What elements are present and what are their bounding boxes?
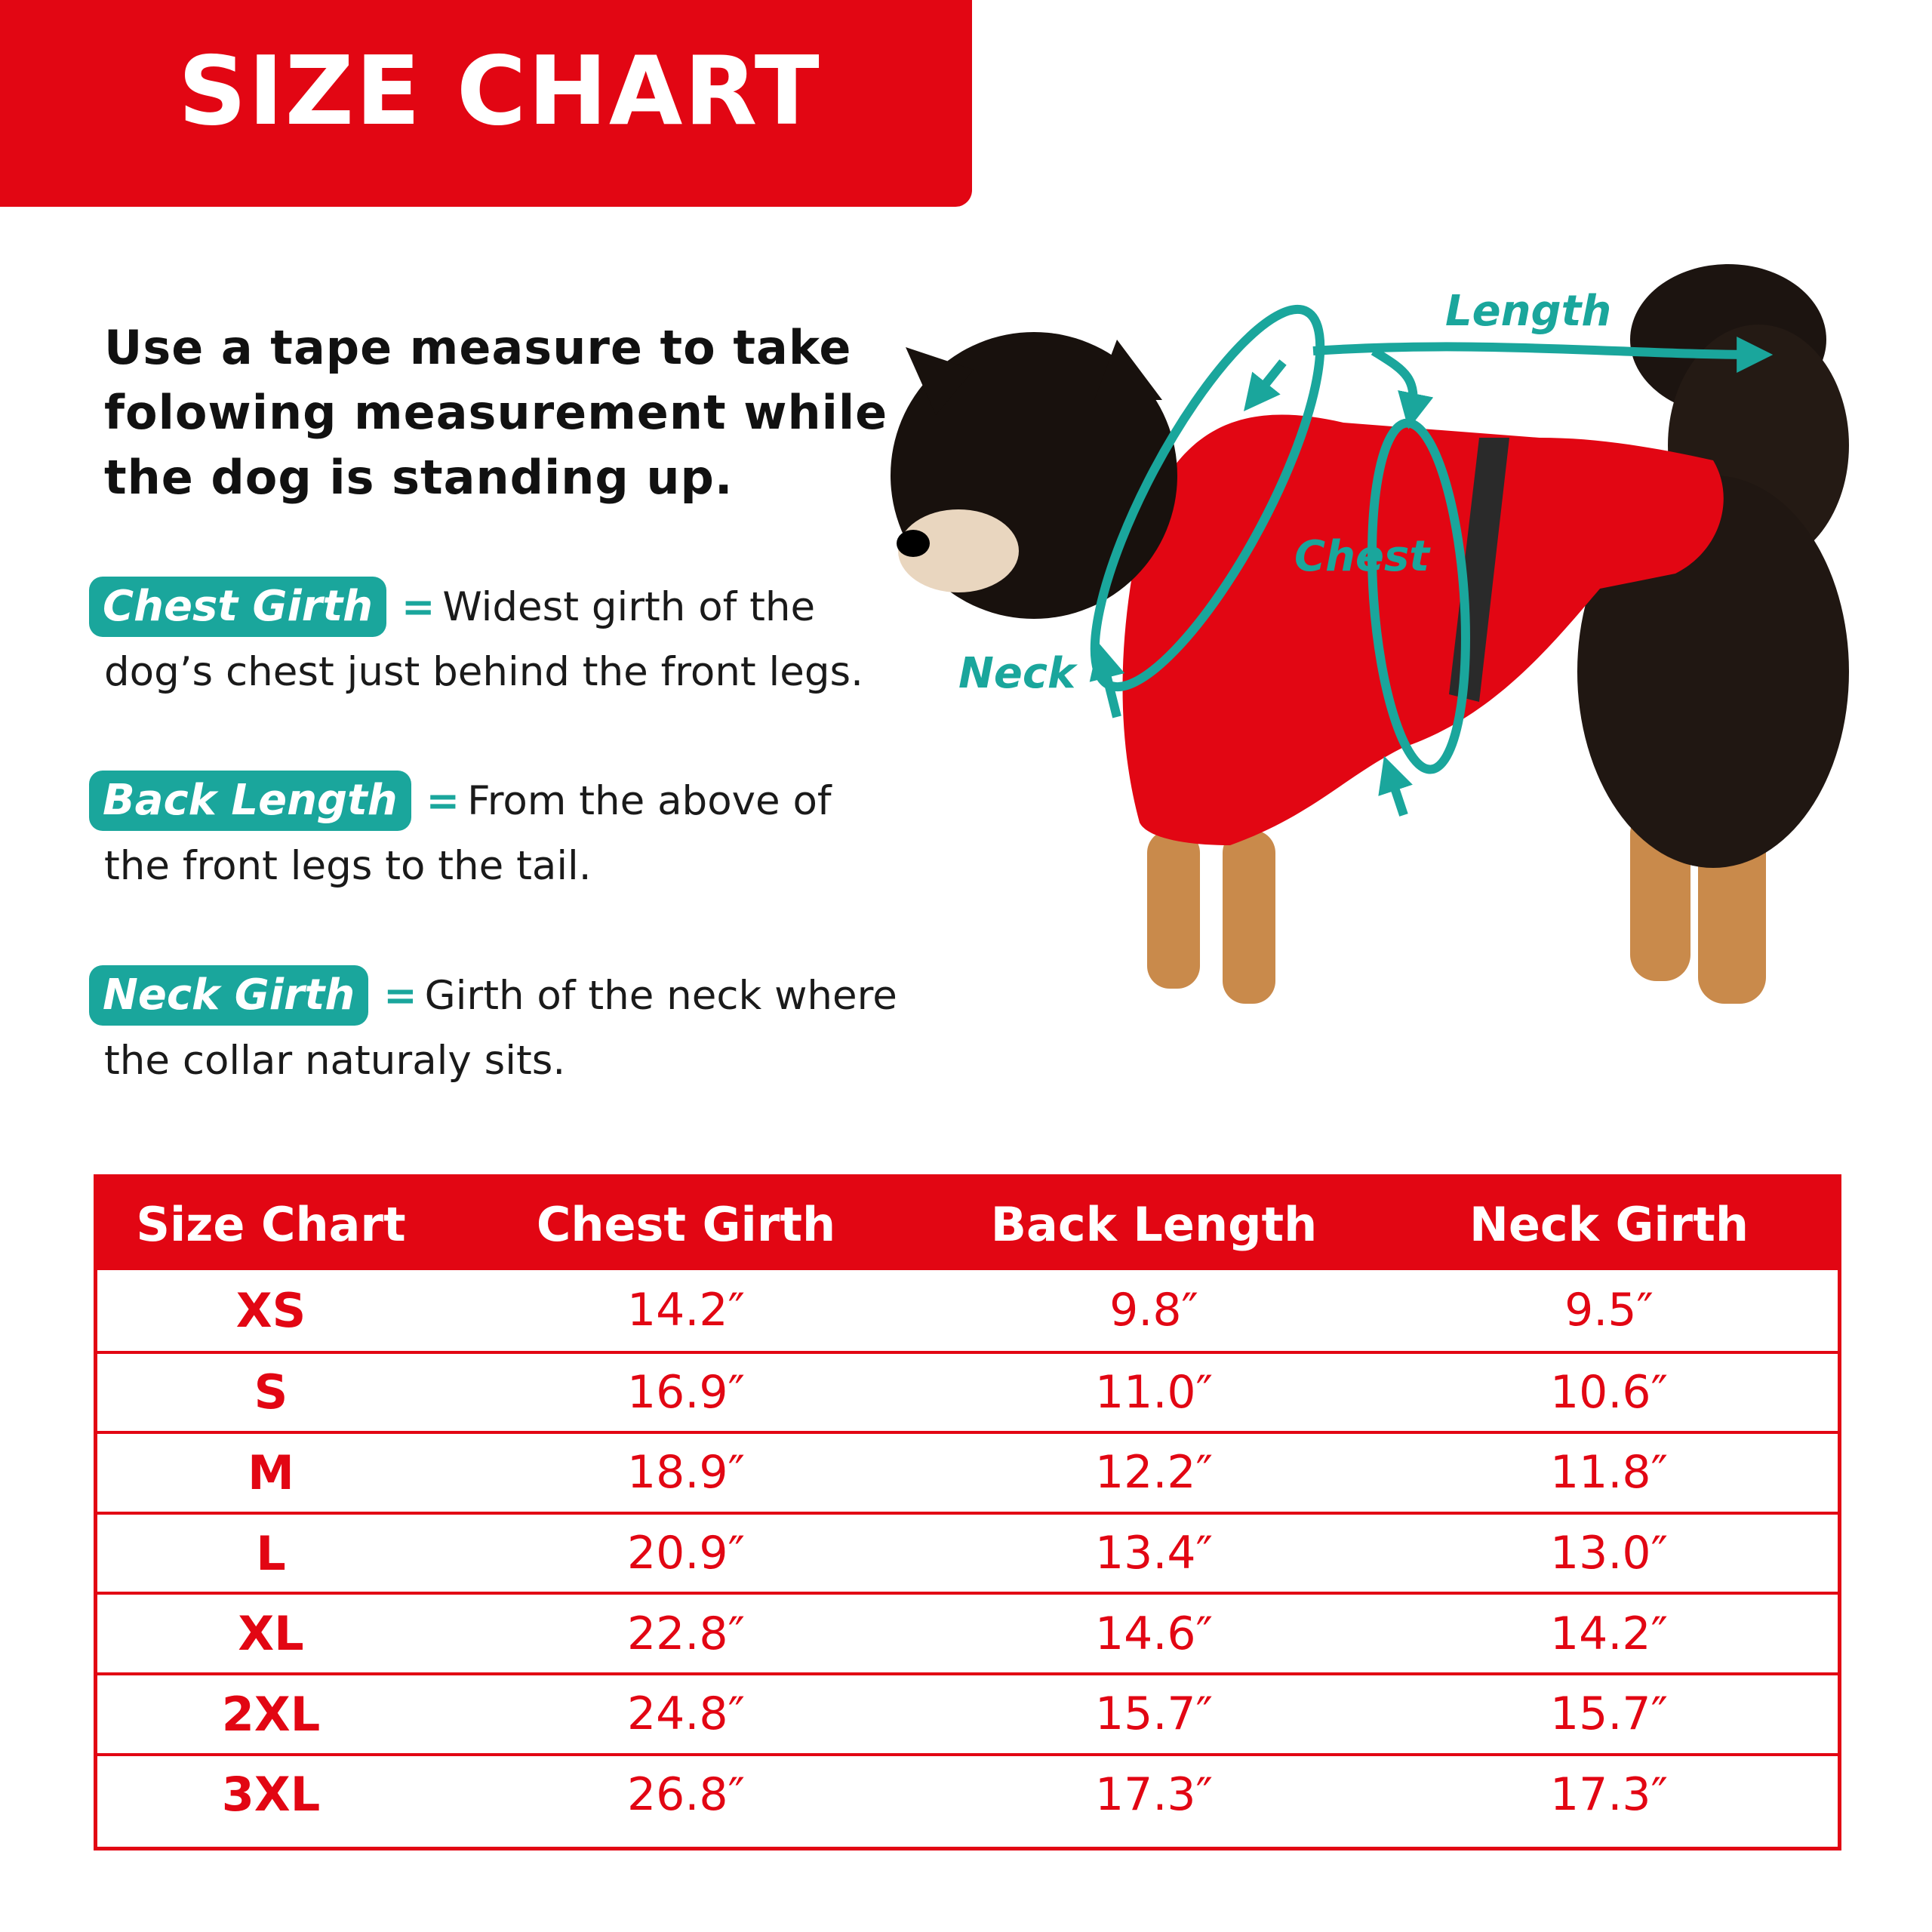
table-row: [97, 1672, 1838, 1753]
table-header: [97, 1178, 1838, 1270]
chest-girth-cell: 18.9″: [626, 1446, 745, 1500]
dog-head: [891, 332, 1177, 619]
column-header-back-length: Back Length: [990, 1196, 1318, 1252]
neck-girth-cell: 9.5″: [1564, 1284, 1654, 1337]
table-row: [97, 1351, 1838, 1432]
neck-girth-cell: 17.3″: [1549, 1767, 1668, 1821]
size-cell: S: [254, 1364, 288, 1420]
dog-measurement-diagram: [891, 249, 1932, 1079]
neck-girth-cell: 13.0″: [1549, 1527, 1668, 1580]
back-length-badge: Back Length: [89, 771, 411, 831]
size-cell: L: [256, 1525, 286, 1581]
length-label: Length: [1445, 287, 1612, 336]
chest-girth-cell: 20.9″: [626, 1527, 745, 1580]
table-row: [97, 1431, 1838, 1512]
back-length-cell: 13.4″: [1094, 1527, 1213, 1580]
size-cell: XS: [235, 1282, 306, 1338]
chest-girth-cell: 14.2″: [626, 1284, 745, 1337]
neck-girth-cell: 15.7″: [1549, 1687, 1668, 1741]
column-header-chest-girth: Chest Girth: [536, 1196, 836, 1252]
definition-chest-girth: [104, 575, 904, 705]
back-length-cell: 9.8″: [1109, 1284, 1198, 1337]
table-body: [97, 1270, 1838, 1833]
size-cell: 3XL: [221, 1767, 321, 1823]
back-length-cell: 15.7″: [1094, 1687, 1213, 1741]
definition-neck-girth: [104, 964, 904, 1094]
equals-sign: =: [401, 584, 435, 630]
table-row: [97, 1753, 1838, 1834]
size-table: [94, 1174, 1841, 1850]
neck-girth-badge: Neck Girth: [89, 965, 368, 1026]
back-length-description: From the above of the front legs to the tail.: [104, 778, 832, 889]
chest-girth-cell: 16.9″: [626, 1365, 745, 1419]
neck-label: Neck: [958, 649, 1076, 698]
table-row: [97, 1270, 1838, 1351]
chest-girth-cell: 24.8″: [626, 1687, 745, 1741]
chest-girth-description: Widest girth of the dog’s chest just behind the front legs.: [104, 584, 863, 695]
size-cell: XL: [238, 1606, 304, 1662]
neck-girth-cell: 11.8″: [1549, 1446, 1668, 1500]
equals-sign: =: [426, 778, 460, 824]
size-cell: M: [248, 1444, 294, 1500]
back-length-cell: 14.6″: [1094, 1607, 1213, 1660]
intro-text: Use a tape measure to take folowing measurement while the dog is standing up.: [104, 320, 888, 505]
size-cell: 2XL: [221, 1686, 321, 1742]
definition-back-length: [104, 769, 904, 899]
title-banner: [0, 0, 972, 207]
column-header-size: Size Chart: [136, 1196, 406, 1252]
table-row: [97, 1592, 1838, 1672]
chest-girth-cell: 26.8″: [626, 1767, 745, 1821]
back-length-cell: 11.0″: [1094, 1365, 1213, 1419]
chest-girth-cell: 22.8″: [626, 1607, 745, 1660]
neck-girth-cell: 10.6″: [1549, 1365, 1668, 1419]
table-row: [97, 1512, 1838, 1592]
back-length-cell: 17.3″: [1094, 1767, 1213, 1821]
column-header-neck-girth: Neck Girth: [1469, 1196, 1749, 1252]
back-length-cell: 12.2″: [1094, 1446, 1213, 1500]
neck-girth-description: Girth of the neck where the collar naturaly sits.: [104, 973, 897, 1084]
neck-girth-cell: 14.2″: [1549, 1607, 1668, 1660]
page-title: SIZE CHART: [178, 35, 821, 146]
chest-girth-badge: Chest Girth: [89, 577, 386, 637]
chest-label: Chest: [1294, 532, 1430, 581]
equals-sign: =: [383, 973, 417, 1019]
